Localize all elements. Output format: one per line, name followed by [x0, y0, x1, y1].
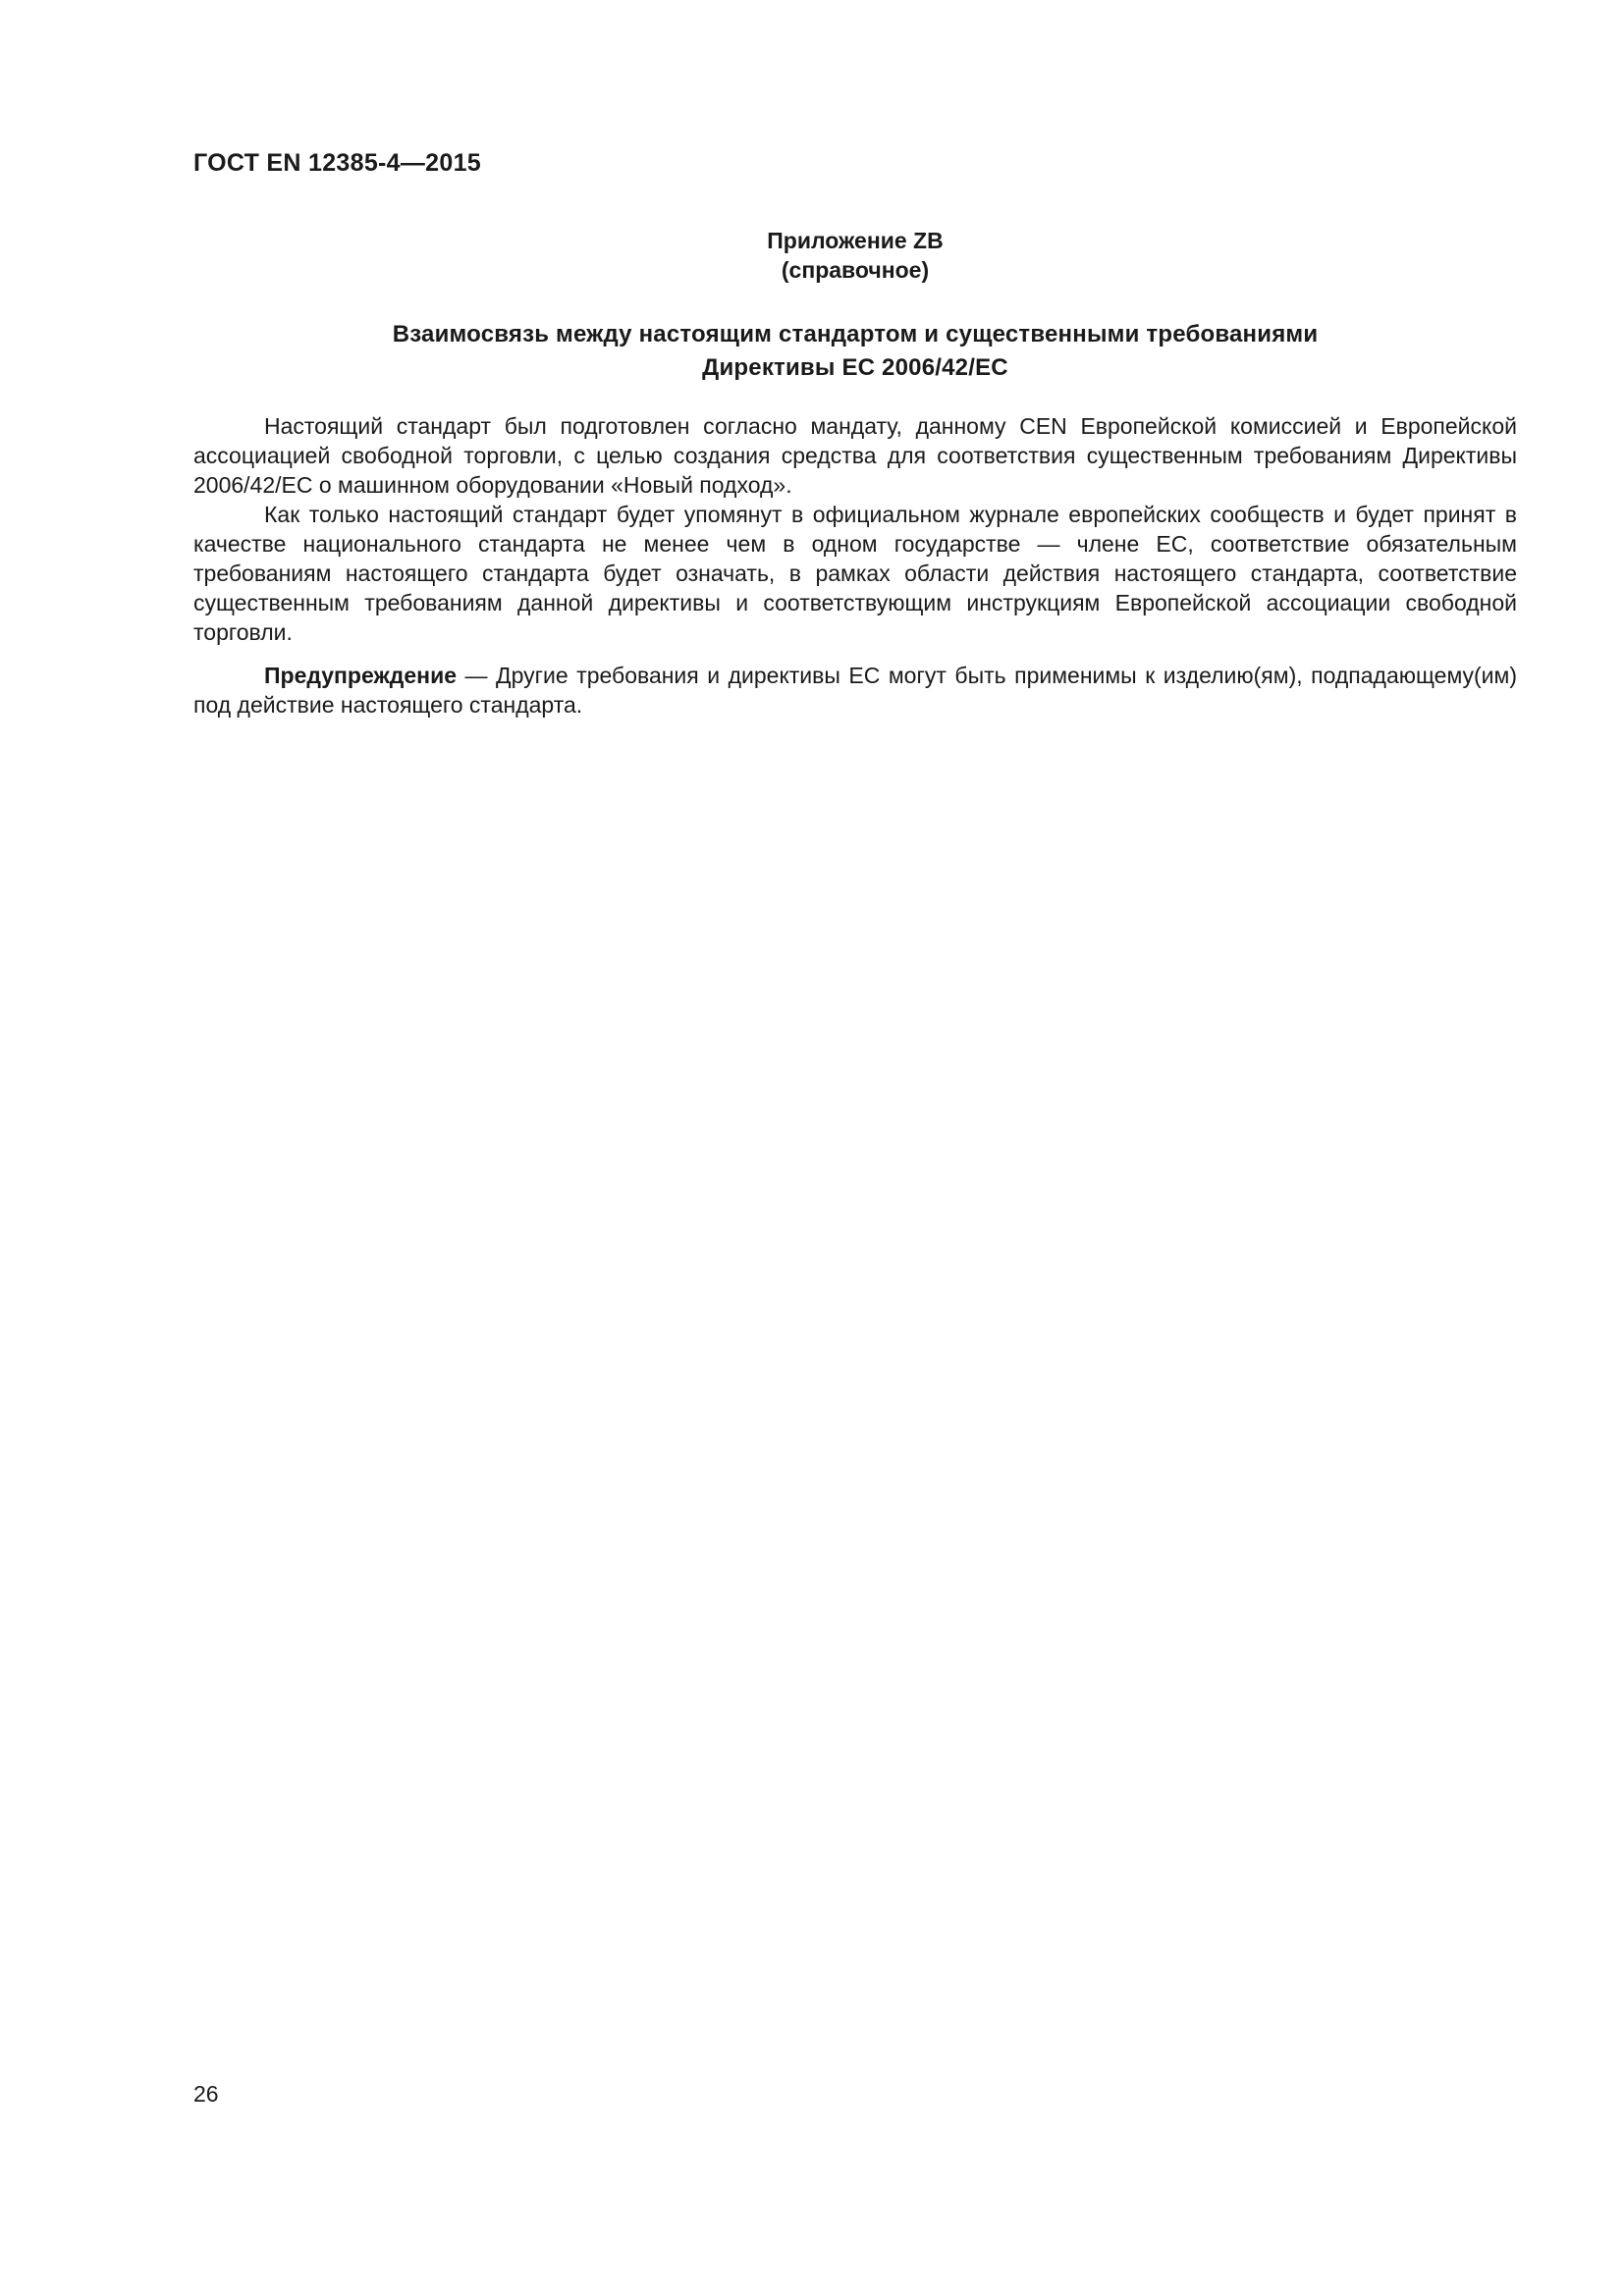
document-code: ГОСТ EN 12385-4—2015 [193, 149, 481, 177]
annex-label: Приложение ZB [767, 228, 944, 253]
paragraph-2: Как только настоящий стандарт будет упомянут в официальном журнале европейских сообществ и будет принят в качестве национального стандарта не менее чем в одном государстве — члене ЕС, соответствие обязательным требованиям настоящего стандарта будет означать, в рамках области действия настоящего стандарта, соответствие существенным требованиям данной директивы и соответствующим инструкциям Европейской ассоциации свободной торговли. [193, 502, 1517, 645]
warning-label: Предупреждение [264, 663, 457, 688]
annex-title-line-2: Директивы ЕС 2006/42/ЕС [702, 354, 1008, 381]
body-text [193, 411, 1517, 720]
page-number: 26 [193, 2081, 219, 2107]
annex-title [193, 318, 1517, 385]
warning-text: — Другие требования и директивы ЕС могут быть применимы к изделию(ям), подпадающему(им) под действие настоящего стандарта. [193, 663, 1517, 718]
paragraph-1: Настоящий стандарт был подготовлен согласно мандату, данному CEN Европейской комиссией и Европейской ассоциацией свободной торговли, с целью создания средства для соответствия существенным требованиям Директивы 2006/42/ЕС о машинном оборудовании «Новый подход». [193, 413, 1517, 498]
annex-status: (справочное) [781, 257, 930, 283]
annex-title-line-1: Взаимосвязь между настоящим стандартом и существенными требованиями [392, 321, 1319, 347]
warning-paragraph [193, 661, 1517, 720]
annex-heading [193, 226, 1517, 285]
